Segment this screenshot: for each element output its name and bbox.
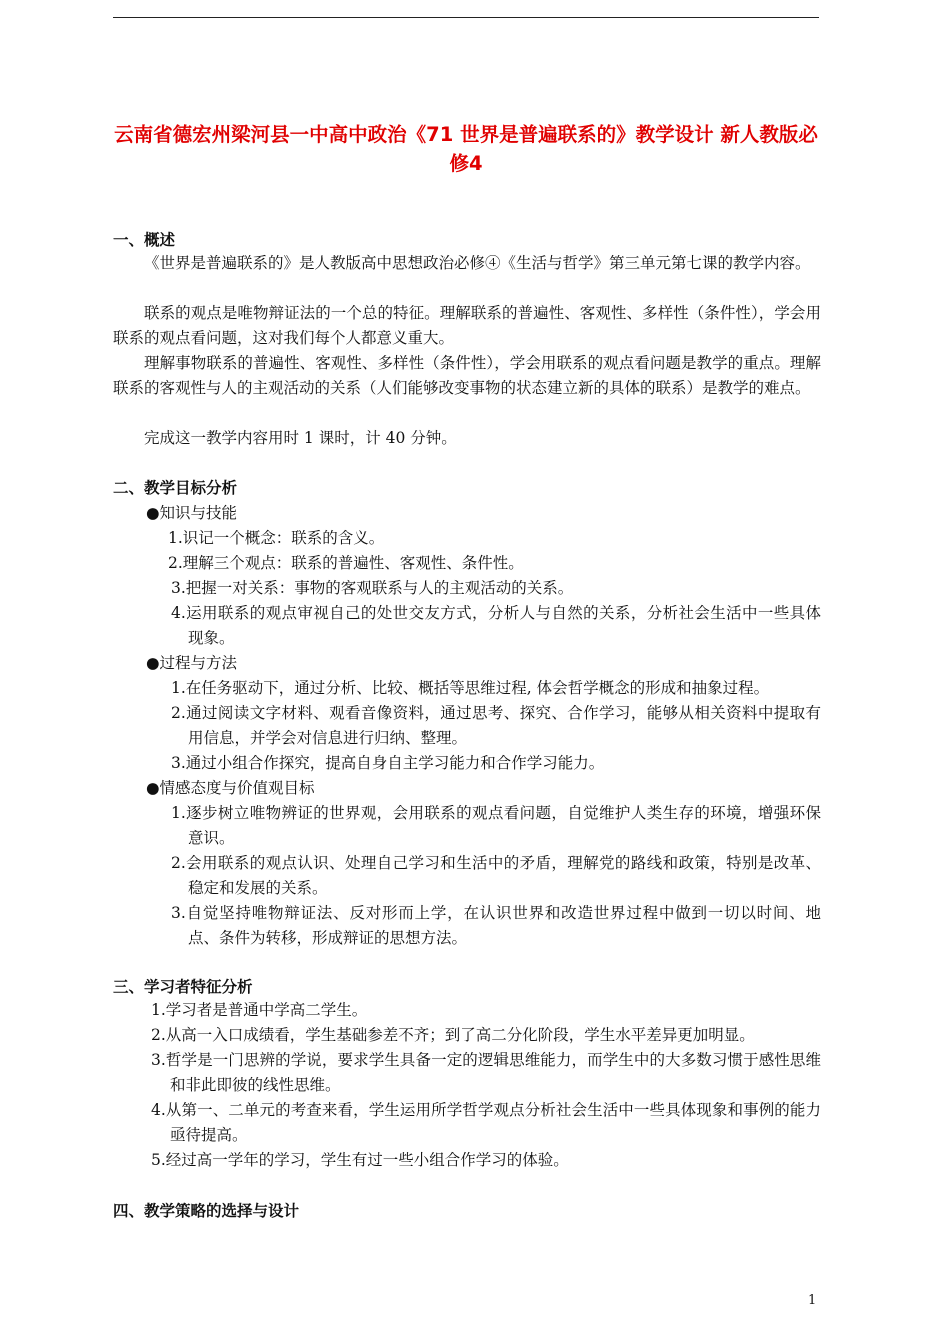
list-item: 3.通过小组合作探究，提高自身自主学习能力和合作学习能力。 xyxy=(171,754,605,772)
list-item: 1.逐步树立唯物辨证的世界观，会用联系的观点看问题，自觉维护人类生存的环境，增强环保意识。 xyxy=(171,804,821,847)
list-item: 3.自觉坚持唯物辩证法、反对形而上学，在认识世界和改造世界过程中做到一切以时间、地点、条件为转移，形成辩证的思想方法。 xyxy=(171,904,821,947)
section1-paragraph-1: 《世界是普遍联系的》是人教版高中思想政治必修④《生活与哲学》第三单元第七课的教学内容。 xyxy=(144,254,811,272)
bullet-knowledge-skills: ●知识与技能 xyxy=(146,504,238,522)
list-item: 1.在任务驱动下，通过分析、比较、概括等思维过程, 体会哲学概念的形成和抽象过程。 xyxy=(171,679,770,697)
list-item: 2.从高一入口成绩看，学生基础参差不齐；到了高二分化阶段，学生水平差异更加明显。 xyxy=(151,1026,755,1044)
list-item: 4.从第一、二单元的考查来看，学生运用所学哲学观点分析社会生活中一些具体现象和事例的能力亟待提高。 xyxy=(151,1101,821,1144)
attitudes-values-list xyxy=(146,801,821,951)
section4-heading: 四、教学策略的选择与设计 xyxy=(113,1202,300,1220)
document-title: 云南省德宏州梁河县一中高中政治《71 世界是普遍联系的》教学设计 新人教版必修4 xyxy=(114,123,818,175)
list-item: 4.运用联系的观点审视自己的处世交友方式，分析人与自然的关系，分析社会生活中一些具体现象。 xyxy=(171,604,821,647)
list-item: 3.哲学是一门思辨的学说，要求学生具备一定的逻辑思维能力，而学生中的大多数习惯于感性思维和非此即彼的线性思维。 xyxy=(151,1051,821,1094)
section1-paragraph-4: 完成这一教学内容用时 1 课时，计 40 分钟。 xyxy=(144,429,457,447)
bullet-attitudes-values: ●情感态度与价值观目标 xyxy=(146,779,315,797)
list-item: 1.识记一个概念：联系的含义。 xyxy=(168,529,385,547)
knowledge-skills-list xyxy=(146,526,821,651)
section1-paragraph-2: 联系的观点是唯物辩证法的一个总的特征。理解联系的普遍性、客观性、多样性（条件性），学会用联系的观点看问题，这对我们每个人都意义重大。 xyxy=(113,304,821,347)
list-item: 3.把握一对关系：事物的客观联系与人的主观活动的关系。 xyxy=(171,579,574,597)
learner-analysis-list xyxy=(113,998,821,1173)
section1-paragraph-3: 理解事物联系的普遍性、客观性、多样性（条件性），学会用联系的观点看问题是教学的重点。理解联系的客观性与人的主观活动的关系（人们能够改变事物的状态建立新的具体的联系）是教学的难点。 xyxy=(113,354,821,397)
list-item: 2.通过阅读文字材料、观看音像资料，通过思考、探究、合作学习，能够从相关资料中提取有用信息，并学会对信息进行归纳、整理。 xyxy=(171,704,821,747)
page-number: 1 xyxy=(808,1293,817,1308)
section1-heading: 一、概述 xyxy=(113,231,176,249)
list-item: 5.经过高一学年的学习，学生有过一些小组合作学习的体验。 xyxy=(151,1151,569,1169)
bullet-process-methods: ●过程与方法 xyxy=(146,654,238,672)
section3-heading: 三、学习者特征分析 xyxy=(113,978,253,996)
section2-heading: 二、教学目标分析 xyxy=(113,479,238,497)
process-methods-list xyxy=(146,676,821,776)
header-rule xyxy=(113,17,819,18)
list-item: 1.学习者是普通中学高二学生。 xyxy=(151,1001,368,1019)
list-item: 2.会用联系的观点认识、处理自己学习和生活中的矛盾，理解党的路线和政策，特别是改革、稳定和发展的关系。 xyxy=(171,854,821,897)
list-item: 2.理解三个观点：联系的普遍性、客观性、条件性。 xyxy=(168,554,524,572)
